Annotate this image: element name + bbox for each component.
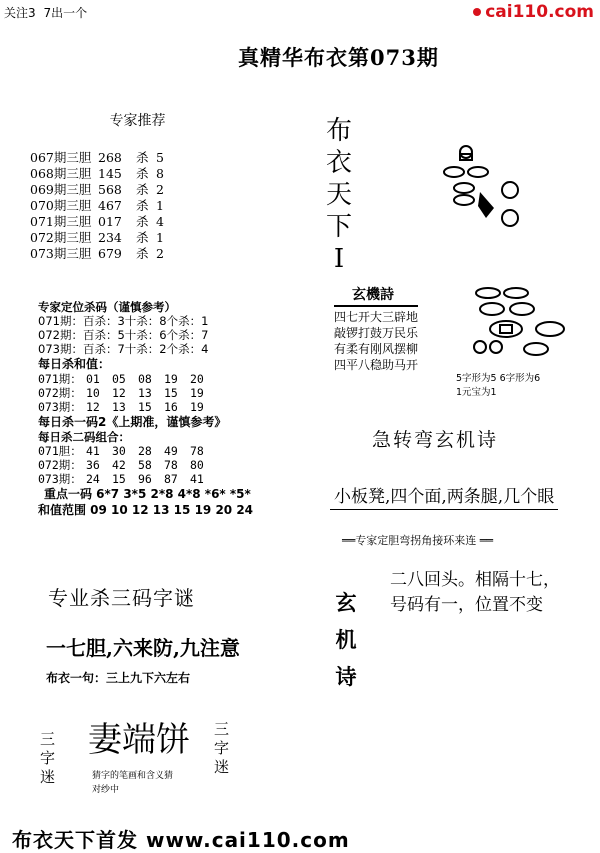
main-title: 真精华布衣第073期 [238, 45, 439, 70]
mystery-poem-line: 二八回头。相隔十七， [390, 570, 560, 590]
position-kill-row: 073期：百杀：7十杀：2个杀：4 [38, 342, 209, 356]
number-row [38, 372, 263, 386]
top-note-value: 7出一个 [43, 6, 88, 20]
expert-pick-k: 1 [156, 230, 164, 245]
expert-pick-row [30, 182, 235, 198]
position-kill-heading: 专家定位杀码（谨慎参考） [38, 300, 176, 314]
position-kill-row: 072期：百杀：5十杀：6个杀：7 [38, 328, 209, 342]
row-period: 071胆： [38, 444, 82, 458]
expert-pick-kill: 杀 [136, 230, 149, 245]
number-row [38, 458, 263, 472]
expert-pick-heading: 专家推荐 [109, 113, 166, 129]
focus-number: 重点一码 6*7 3*5 2*8 4*8 *6* *5* [44, 487, 251, 501]
kill-section [38, 300, 263, 518]
sum-kill-heading: 每日杀和值： [38, 357, 111, 371]
tip-line-2: 布衣一句：三上九下六左右 [46, 671, 191, 685]
mystery-poem-line: 号码有一，位置不变 [390, 595, 543, 615]
expert-pick-k: 5 [156, 150, 164, 165]
row-number: 10 [86, 386, 100, 400]
expert-pick-kill: 杀 [136, 198, 149, 213]
expert-pick-row [30, 166, 235, 182]
position-kill-list [38, 314, 263, 356]
row-number: 13 [112, 400, 126, 414]
shape-note-2: 1元宝为1 [456, 387, 497, 398]
riddle-hint-2: 对纱中 [92, 785, 120, 795]
expert-pick-period: 070期三胆 [30, 198, 92, 213]
kill-one-heading: 每日杀一码2《上期准，谨慎参考》 [38, 415, 227, 429]
expert-pick-row [30, 214, 235, 230]
number-row [38, 386, 263, 400]
riddle-text: 妻端饼 [88, 720, 190, 760]
riddle-label-right: 三字迷 [214, 720, 230, 776]
site-logo-text: cai110.com [485, 2, 594, 22]
ingot-coin-icon [466, 285, 576, 365]
top-note [4, 4, 87, 21]
expert-pick-kill: 杀 [136, 150, 149, 165]
expert-pick-period: 073期三胆 [30, 246, 92, 261]
poem-line: 四平八稳助马开 [334, 358, 419, 372]
row-number: 08 [138, 372, 152, 386]
expert-pick-period: 071期三胆 [30, 214, 92, 229]
site-logo[interactable] [473, 2, 594, 22]
row-number: 05 [112, 372, 126, 386]
row-number: 15 [138, 400, 152, 414]
expert-pick-nums: 679 [98, 246, 122, 261]
riddle-hint: 猜字的笔画和含义猜 [92, 771, 174, 781]
stool-riddle: 小板凳,四个面,两条腿,几个眼 [330, 480, 558, 510]
row-number: 96 [138, 472, 152, 486]
row-number: 30 [112, 444, 126, 458]
row-number: 42 [112, 458, 126, 472]
row-number: 24 [86, 472, 100, 486]
expert-pick-period: 068期三胆 [30, 166, 92, 181]
row-period: 072期： [38, 458, 82, 472]
row-number: 20 [190, 372, 204, 386]
row-period: 072期： [38, 386, 82, 400]
row-number: 15 [164, 386, 178, 400]
sum-range: 和值范围 09 10 12 13 15 19 20 24 [38, 503, 254, 517]
row-number: 19 [190, 400, 204, 414]
row-number: 87 [164, 472, 178, 486]
expert-pick-row [30, 246, 235, 262]
expert-pick-nums: 145 [98, 166, 122, 181]
row-number: 41 [86, 444, 100, 458]
expert-pick-k: 1 [156, 198, 164, 213]
row-number: 78 [164, 458, 178, 472]
expert-pick-kill: 杀 [136, 182, 149, 197]
expert-pick-k: 8 [156, 166, 164, 181]
expert-pick-row [30, 198, 235, 214]
shape-note-1: 5字形为5 6字形为6 [456, 373, 541, 384]
top-note-label: 关注3 [4, 6, 36, 20]
row-period: 071期： [38, 372, 82, 386]
expert-pick-nums: 467 [98, 198, 122, 213]
expert-pick-period: 069期三胆 [30, 182, 92, 197]
expert-pick-kill: 杀 [136, 166, 149, 181]
expert-note: ══专家定胆弯拐角接环来连 ══ [342, 534, 493, 547]
row-number: 13 [138, 386, 152, 400]
row-number: 12 [86, 400, 100, 414]
kill-two-heading: 每日杀二码组合： [38, 430, 130, 444]
expert-pick-k: 4 [156, 214, 164, 229]
mystery-poem-label: 玄机诗 [335, 590, 357, 689]
row-number: 15 [112, 472, 126, 486]
expert-pick-nums: 568 [98, 182, 122, 197]
buyi-title: 布衣天下I [325, 116, 352, 274]
expert-pick-kill: 杀 [136, 246, 149, 261]
row-number: 80 [190, 458, 204, 472]
row-number: 12 [112, 386, 126, 400]
expert-pick-period: 072期三胆 [30, 230, 92, 245]
footer-text[interactable]: 布衣天下首发 www.cai110.com [12, 828, 350, 852]
coin-chain-icon [440, 140, 540, 250]
kill-two-list [38, 444, 263, 486]
row-period: 073期： [38, 472, 82, 486]
expert-pick-nums: 268 [98, 150, 122, 165]
expert-pick-box [30, 110, 235, 262]
tip-line-1: 一七胆,六来防,九注意 [46, 636, 240, 660]
row-number: 41 [190, 472, 204, 486]
row-number: 19 [190, 386, 204, 400]
mystery-poem [390, 568, 560, 618]
riddle-poem-title: 急转弯玄机诗 [372, 429, 499, 451]
expert-pick-period: 067期三胆 [30, 150, 92, 165]
row-number: 49 [164, 444, 178, 458]
row-number: 16 [164, 400, 178, 414]
expert-pick-list [30, 150, 235, 262]
row-number: 01 [86, 372, 100, 386]
expert-pick-kill: 杀 [136, 214, 149, 229]
expert-pick-k: 2 [156, 246, 164, 261]
logo-dot-icon [473, 8, 481, 16]
expert-pick-k: 2 [156, 182, 164, 197]
row-number: 36 [86, 458, 100, 472]
poem [334, 305, 418, 373]
expert-pick-row [30, 150, 235, 166]
row-period: 073期： [38, 400, 82, 414]
poem-line: 有柔有刚风摆柳 [334, 342, 419, 356]
row-number: 28 [138, 444, 152, 458]
poem-line: 敲锣打鼓万民乐 [334, 326, 419, 340]
riddle-label-left: 三字迷 [40, 730, 56, 786]
expert-pick-row [30, 230, 235, 246]
poem-line: 四七开大三辟地 [334, 310, 419, 324]
number-row [38, 444, 263, 458]
position-kill-row: 071期：百杀：3十杀：8个杀：1 [38, 314, 209, 328]
sum-kill-list [38, 372, 263, 414]
number-row [38, 400, 263, 414]
row-number: 58 [138, 458, 152, 472]
expert-pick-nums: 234 [98, 230, 122, 245]
puzzle-title: 专业杀三码字谜 [48, 586, 195, 610]
row-number: 19 [164, 372, 178, 386]
expert-pick-nums: 017 [98, 214, 122, 229]
number-row [38, 472, 263, 486]
poem-title: 玄機詩 [352, 287, 394, 303]
row-number: 78 [190, 444, 204, 458]
